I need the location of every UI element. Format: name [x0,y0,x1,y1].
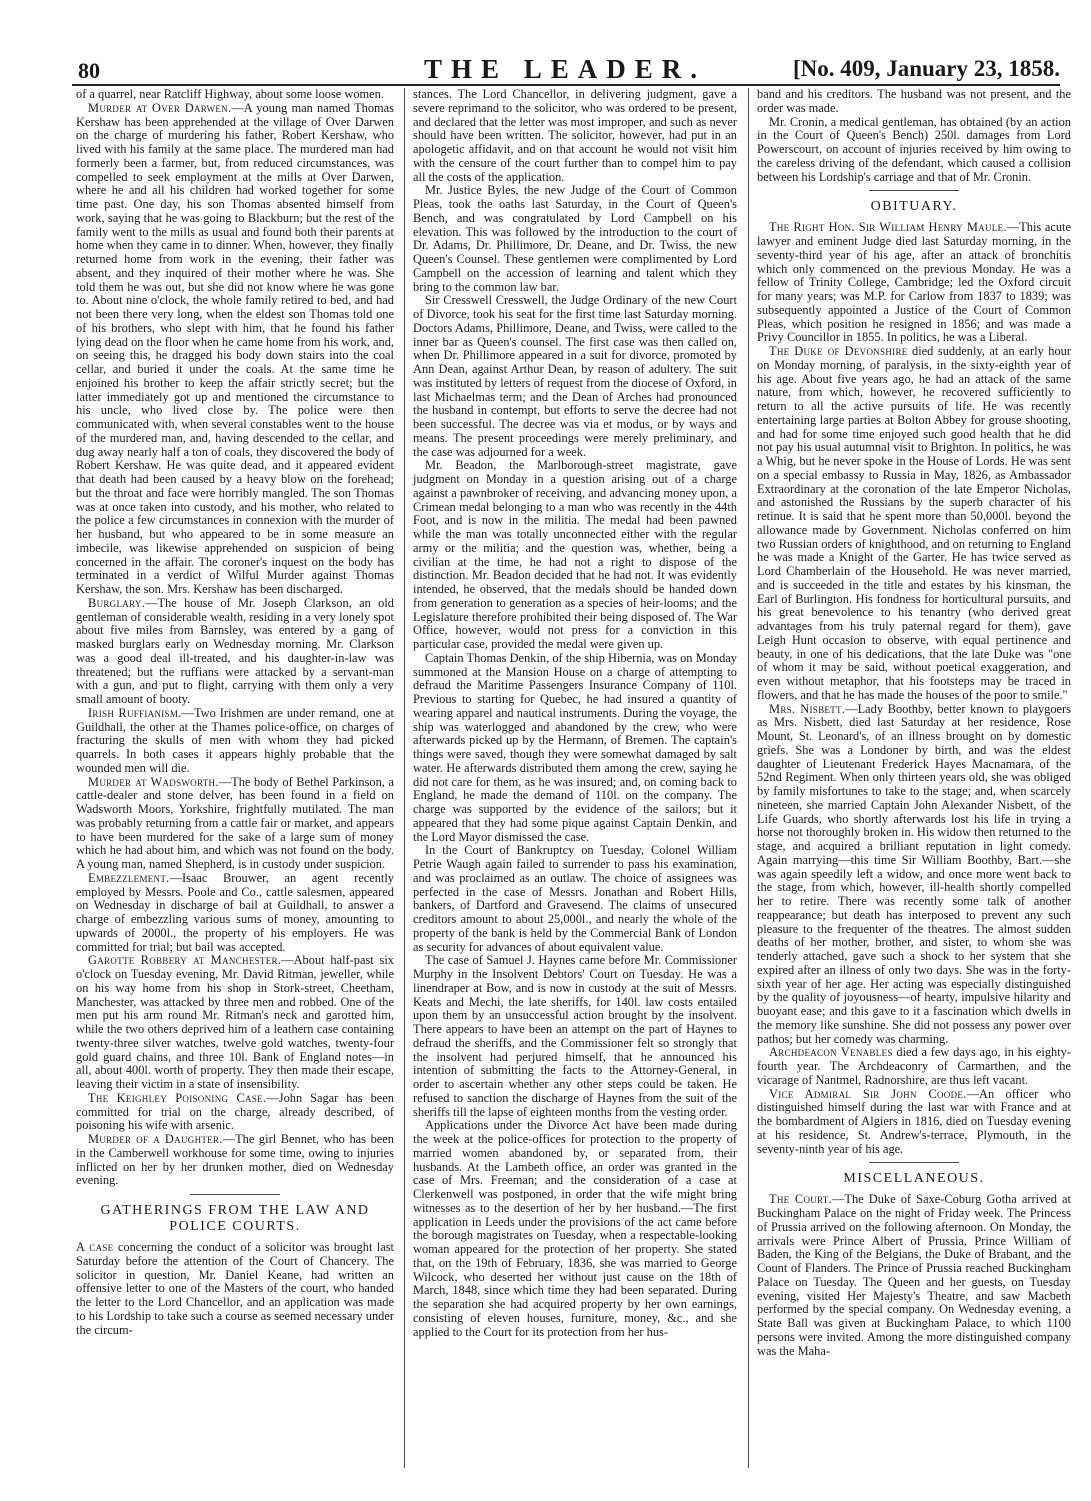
paragraph: Mr. Beadon, the Marlborough-street magistrate, gave judgment on Monday in a question arising out of a charge against a pawnbroker of receiving, and advancing money upon, a Crimean medal belonging to a man who was recently in the 44th Foot, and is now in the militia. The medal had been pawned while the man was totally unconnected either with the regular army or the militia; and the question was, whether, being a civilian at the time, he had not a right to dispose of the distinction. Mr. Beadon decided that he had not. It was evidently intended, he observed, that the medals should be handed down from generation to generation as a species of heir-looms; and the Legislature therefore prohibited their being disposed of. The War Office, however, would not press for a conviction in this particular case, provided the medal were given up. [413,458,737,651]
article-body: —A young man named Thomas Kershaw has been apprehended at the village of Over Darwen on the charge of murdering his father, Robert Kershaw, who lived with his family at the same place. The murdered man had formerly been a farmer, but, from reduced circumstances, was compelled to seek employment at the mills at Over Darwen, where he and all his children had worked together for some time past. One day, his son Thomas absented himself from work, saying that he was going to Blackburn; but the rest of the family went to the mills as usual and found both their parents at home when they came in to dinner. When, however, they finally returned home from work in the evening, their father was absent, and they inquired of their mother where he was. She told them he was out, but she did not know where he was gone to. About nine o'clock, the whole family retired to bed, and had not been there very long, when the eldest son Thomas told one of his brothers, who slept with him, that he found his father lying dead on the floor when he came home from his work, and, on seeing this, he dragged his body down stairs into the coal cellar, and buried it under the coals. At the same time he enjoined his brother to keep the affair strictly secret; but the latter immediately got up and mentioned the circumstance to his uncle, who lived close by. The police were then communicated with, when several constables went to the house of the murdered man, and, having descended to the cellar, and dug away nearly half a ton of coals, they discovered the body of Robert Kershaw. He was quite dead, and it appeared evident that death had been caused by a heavy blow on the forehead; but the throat and face were horribly mangled. The son Thomas was at once taken into custody, and his mother, who related to the police a few circumstances in connexion with the murder of her husband, but who appeared to be in some measure an imbecile, was likewise apprehended on suspicion of being concerned in the affair. The coroner's inquest on the body has terminated in a verdict of Wilful Murder against Thomas Kershaw, the son. Mrs. Kershaw has been discharged. [76,100,394,596]
article-body: died a few days ago, in his eighty-fourth year. The Archdeaconry of Carmarthen, and the vicarage of Nantmel, Radnorshire, are thus left vacant. [757,1045,1071,1087]
article-body: died suddenly, at an early hour on Monday morning, of paralysis, in the sixty-eighth year of his age. About five years ago, he had an attack of the same nature, from which, however, he recovered sufficiently to return to all the active pursuits of life. He was recently entertaining large parties at Bolton Abbey for grouse shooting, and had for some time enjoyed such good health that he did not pay his usual autumnal visit to Brighton. In politics, he was a Whig, but he never spoke in the House of Lords. He was sent on a special embassy to Russia in May, 1826, as Ambassador Extraordinary at the coronation of the late Emperor Nicholas, and astonished the Russians by the superb character of his retinue. It is said that he spent more than 50,000l. beyond the allowance made by Government. Nicholas conferred on him two Russian orders of knighthood, and on returning to England he was made a Knight of the Garter. He has twice served as Lord Chamberlain of the Household. He was never married, and is succeeded in the title and estates by his kinsman, the Earl of Burlington. His fondness for horticultural pursuits, and his great benevolence to his tenantry (who derived great advantages from his truly paternal regard for them), gave Leigh Hunt occasion to observe, with equal pertinence and beauty, in one of his dedications, that the late Duke was "one of whom it may be said, without poetical exaggeration, and even without metaphor, that his footsteps may be traced in flowers, and that he has made the houses of the poor to smile." [757,344,1071,702]
column-3 [748,88,1071,1468]
article-title: The Court. [769,1192,833,1207]
section-divider [190,1194,280,1195]
article-irish [76,707,394,776]
section-heading-gatherings: GATHERINGS FROM THE LAW AND POLICE COURTS. [100,1203,370,1234]
article-body: concerning the conduct of a solicitor was brought last Saturday before the attention of the Court of Chancery. The solicitor in question, Mr. Daniel Keane, had written an offensive letter to one of the Masters of the court, who handed the letter to the Lord Chancellor, and an application was made to his Lordship to take such a course as seemed necessary under the circum- [76,1240,394,1337]
article-title: Vice Admiral Sir John Coode. [769,1086,967,1101]
article-court [757,1193,1071,1358]
article-title: Burglary. [88,595,146,610]
article-body: —Lady Boothby, better known to playgoers as Mrs. Nisbett, died last Saturday at her residence, Rose Mount, St. Leonard's, of an illness brought on by domestic griefs. She was a Londoner by birth, and was the eldest daughter of Lieutenant Frederick Hayes Macnamara, of the 52nd Regiment. When only thirteen years old, she was obliged by family misfortunes to take to the stage; and, when scarcely nineteen, she married Captain John Alexander Nisbett, of the Life Guards, who shortly afterwards lost his life in trying a horse not thoroughly broken in. His widow then returned to the stage, and acquired a brilliant reputation in light comedy. Again marrying—this time Sir William Boothby, Bart.—she was again speedily left a widow, and once more went back to the stage, from which, however, ill-health shortly compelled her to retire. There was recently some talk of another reappearance; but death has interposed to prevent any such pleasure to the frequenter of the theatres. The almost sudden deaths of her mother, brother, and sister, to whom she was tenderly attached, gave such a shock to her system that she expired after an illness of only two days. She was in the forty-sixth year of her age. Her acting was especially distinguished by the quality of joyousness—of hearty, impulsive hilarity and buoyant ease; and this gave to it a fascination which dwells in the memory like sunshine. She did not possess any power over pathos; but her comedy was charming. [757,701,1071,1046]
lead-words: A case [76,1240,114,1254]
article-body: —The body of Bethel Parkinson, a cattle-dealer and stone delver, has been found in a field on Wadsworth Moors, Yorkshire, frightfully mutilated. The man was probably returning from a cattle fair or market, and appears to have been murdered for the sake of a large sum of money which he had about him, and which was not found on the body. A young man, named Shepherd, is in custody under suspicion. [76,774,394,871]
article-body: —This acute lawyer and eminent Judge died last Saturday morning, in the seventy-third year of his age, after an attack of bronchitis which only commenced on the previous Monday. He was a fellow of Trinity College, Cambridge; led the Oxford circuit for many years; was M.P. for Carlow from 1837 to 1839; was subsequently appointed a Justice of the Court of Common Pleas, which position he resigned in 1856; and was made a Privy Councillor in 1855. In politics, he was a Liberal. [757,220,1071,345]
article-title: The Duke of Devonshire [769,344,908,358]
article-body: —Two Irishmen are under remand, one at Guildhall, the other at the Thames police-office, on charges of fracturing the skulls of men with whom they had picked quarrels. In both cases it appears highly probable that the wounded men will die. [76,705,394,775]
paragraph: of a quarrel, near Ratcliff Highway, about some loose women. [76,88,384,101]
obituary-nisbett [757,703,1071,1047]
article-title: The Right Hon. Sir William Henry Maule. [769,220,1007,235]
article-body: —The girl Bennet, who has been in the Camberwell workhouse for some time, owing to injuries inflicted on her by her drunken mother, died on Wednesday evening. [76,1132,394,1188]
article-body: —John Sagar has been committed for trial on the charge, already described, of poisoning his wife with arsenic. [76,1090,394,1133]
paragraph: Applications under the Divorce Act have been made during the week at the police-offices for protection to the property of married women abandoned by, or separated from, their husbands. At the Lambeth office, an order was granted in the case of Mrs. Freeman; and the consideration of a case at Clerkenwell was postponed, in order that the wife might bring witnesses as to the desertion of her by her husband.—The first application in Leeds under the provisions of the act came before the borough magistrates on Tuesday, when a respectable-looking woman appeared for the protection of her property. She stated that, on the 19th of February, 1836, she was married to George Wilcock, who deserted her without just cause on the 18th of March, 1848, since which time they had been separated. During the separation she had acquired property by her own earnings, consisting of eleven houses, furniture, money, &c., and she applied to the Court for its protection from her hus- [413,1118,737,1339]
section-divider [869,1162,959,1163]
article-keighley [76,1092,394,1133]
article-title: Murder of a Daughter. [88,1132,223,1146]
article-title: Archdeacon Venables [769,1045,893,1060]
article-title: Irish Ruffianism. [88,705,182,720]
newspaper-title: THE LEADER. [423,54,707,84]
paragraph: In the Court of Bankruptcy on Tuesday, Colonel William Petrie Waugh again failed to surrender to pass his examination, and was proclaimed as an outlaw. The choice of assignees was perfected in the case of Messrs. Jonathan and Robert Hills, bankers, of Dartford and Gravesend. The claims of unsecured creditors amount to about 25,000l., and nearly the whole of the property of the bank is held by the Commercial Bank of London as security for advances of about equivalent value. [413,843,737,954]
article-body: —Isaac Brouwer, an agent recently employed by Messrs. Poole and Co., cattle salesmen, appeared on Wednesday in discharge of bail at Guildhall, to answer a charge of embezzling various sums of money, amounting to upwards of 2000l., the property of his employers. He was committed for trial; but bail was accepted. [76,870,394,954]
article-title: Embezzlement. [88,870,170,885]
article-body: —The house of Mr. Joseph Clarkson, an old gentleman of considerable wealth, residing in a very lonely spot about five miles from Barnsley, was entered by a gang of masked burglars early on Wednesday morning. Mr. Clarkson was a good deal ill-treated, and his daughter-in-law was threatened; but the ruffians were attacked by a servant-man with a gun, and put to flight, carrying with them only a very small amount of booty. [76,595,394,706]
article-garotte [76,954,394,1092]
article-title: The Keighley Poisoning Case. [88,1090,267,1105]
section-heading-miscellaneous: MISCELLANEOUS. [843,1171,985,1187]
obituary-venables [757,1046,1071,1087]
obituary-coode [757,1088,1071,1157]
page-number: 80 [78,58,100,83]
paragraph: The case of Samuel J. Haynes came before Mr. Commissioner Murphy in the Insolvent Debtors' Court on Tuesday. He was a linendraper at Bow, and is now in custody at the suit of Messrs. Keats and Mechi, the late sheriffs, for 140l. law costs entailed upon them by an unsuccessful action brought by the insolvent. There appears to have been an attempt on the part of Haynes to defraud the sheriffs, and the Commissioner felt so strongly that the insolvent had perjured himself, that he announced his intention of submitting the facts to the Attorney-General, in order to ascertain whether any other steps could be taken. He refused to sanction the discharge of Haynes from the suit of the sheriffs till the lapse of eighteen months from the vesting order. [413,953,737,1119]
paragraph: Mr. Justice Byles, the new Judge of the Court of Common Pleas, took the oaths last Saturday, in the Court of Queen's Bench, and was congratulated by Lord Campbell on his elevation. This was followed by the introduction to the court of Dr. Adams, Dr. Phillimore, Dr. Deane, and Dr. Twiss, the new Queen's Counsel. These gentlemen were complimented by Lord Campbell on the accession of learning and talent which they bring to the common law bar. [413,183,737,294]
article-body: —The Duke of Saxe-Coburg Gotha arrived at Buckingham Palace on the night of Friday week. The Princess of Prussia arrived on the following afternoon. On Monday, the arrivals were Prince Albert of Prussia, Prince William of Baden, the King of the Belgians, the Duke of Brabant, and the Count of Flanders. The Prince of Prussia reached Buckingham Palace on Tuesday. The Queen and her guests, on Tuesday evening, visited Her Majesty's Theatre, and saw Macbeth performed by the special company. On Wednesday evening, a State Ball was given at Buckingham Palace, to which 1100 persons were invited. Among the more distinguished company was the Maha- [757,1192,1071,1358]
section-heading-obituary: OBITUARY. [870,199,958,215]
article-embezzlement [76,872,394,955]
article-body: —An officer who distinguished himself during the last war with France and at the bombardment of Algiers in 1816, died on Tuesday evening at his residence, St. Andrew's-terrace, Plymouth, in the seventy-ninth year of his age. [757,1086,1071,1156]
paragraph: stances. The Lord Chancellor, in delivering judgment, gave a severe reprimand to the solicitor, who was ordered to be present, and declared that the letter was most improper, and such as never should have been written. The solicitor, however, had put in an apologetic affidavit, and on that account he would not visit him with the censure of the court further than to compel him to pay all the costs of the application. [413,88,737,184]
section-divider [869,190,959,191]
obituary-devonshire [757,345,1071,703]
page-header [70,52,1060,86]
article-body: —About half-past six o'clock on Tuesday evening, Mr. David Ritman, jeweller, while on his way home from his shop in Stork-street, Cheetham, Manchester, was attacked by three men and robbed. One of the men put his arm round Mr. Ritman's neck and garotted him, while the two others deprived him of a leathern case containing twenty-three silver watches, twelve gold watches, twenty-four gold guard chains, and three 10l. Bank of England notes—in all, about 400l. worth of property. They then made their escape, leaving their victim in a state of insensibility. [76,953,394,1091]
article-title: Murder at Over Darwen. [88,100,232,115]
article-daughter [76,1133,394,1188]
article-title: Garotte Robbery at Manchester. [88,953,282,968]
paragraph: Mr. Cronin, a medical gentleman, has obtained (by an action in the Court of Queen's Bench) 250l. damages from Lord Powerscourt, on account of injuries received by him owing to the careless driving of the defendant, which caused a collision between his Lordship's carriage and that of Mr. Cronin. [757,114,1071,184]
article-title: Murder at Wadsworth. [88,774,219,789]
article-chancery [76,1241,394,1337]
obituary-maule [757,221,1071,345]
paragraph: Sir Cresswell Cresswell, the Judge Ordinary of the new Court of Divorce, took his seat for the first time last Saturday morning. Doctors Adams, Phillimore, Deane, and Twiss, were called to the inner bar as Queen's counsel. The first case was then called on, when Dr. Phillimore appeared in a suit for divorce, promoted by Ann Dean, against Arthur Dean, by reason of adultery. The suit was instituted by letters of request from the diocese of Oxford, in last Michaelmas term; and the Dean of Arches had pronounced the husband in contempt, but efforts to serve the decree had not been successful. The decree was via et modus, or by ways and means. The present proceedings were merely preliminary, and the case was adjourned for a week. [413,293,737,459]
article-darwen [76,102,394,597]
paragraph: band and his creditors. The husband was not present, and the order was made. [757,88,1071,115]
paragraph: Captain Thomas Denkin, of the ship Hibernia, was on Monday summoned at the Mansion House on a charge of attempting to defraud the Maritime Passengers Insurance Company of 110l. Previous to starting for Quebec, he had insured a quantity of wearing apparel and nautical instruments. During the voyage, the ship was waterlogged and abandoned by the crew, who were afterwards picked up by the Hermann, of Bremen. The captain's things were saved, though they were somewhat damaged by salt water. He afterwards distributed them among the crew, saying he did not care for them, as he was insured; and, on coming back to England, he made the demand of 110l. on the company. The charge was supported by the evidence of the sailors; but it appeared that they had some pique against Captain Denkin, and the Lord Mayor dismissed the case. [413,650,737,844]
column-2 [404,88,737,1468]
article-wadsworth [76,776,394,872]
column-1 [76,88,394,1468]
issue-date: [No. 409, January 23, 1858. [792,56,1060,81]
article-burglary [76,597,394,707]
header-rule [72,84,1060,86]
article-title: Mrs. Nisbett. [769,701,846,716]
